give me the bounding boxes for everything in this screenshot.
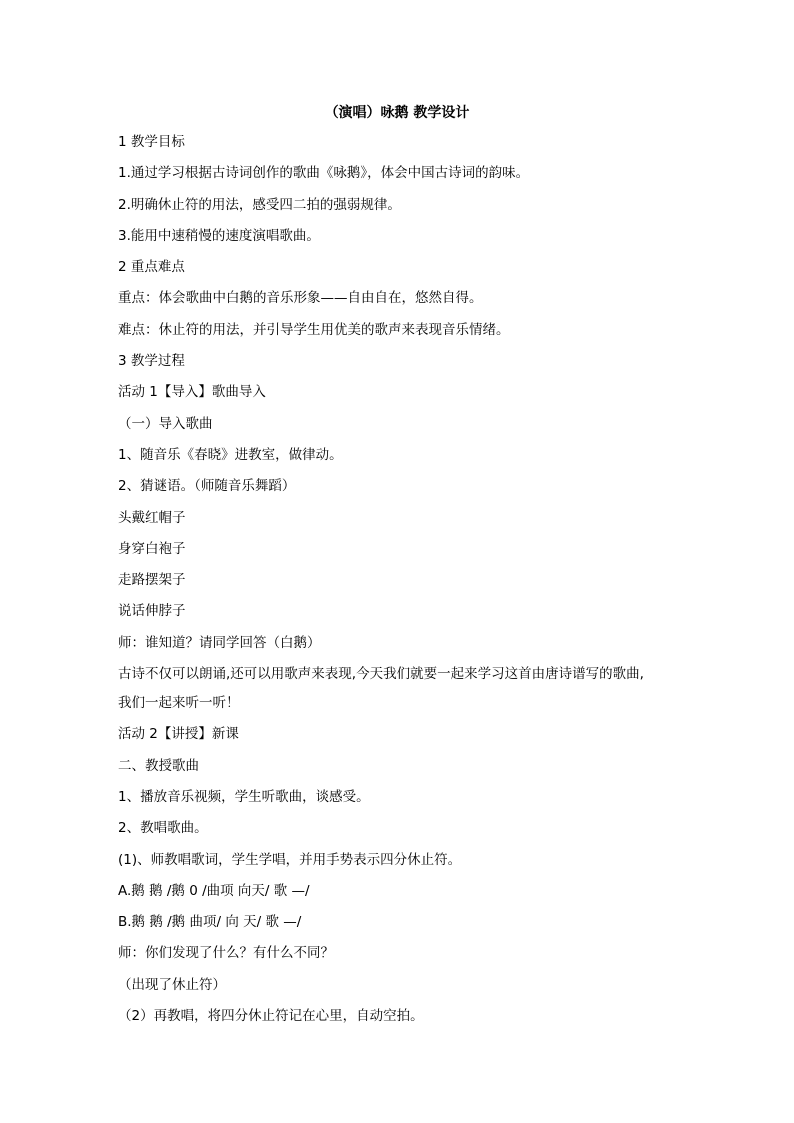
- paragraph-line: 古诗不仅可以朗诵,还可以用歌声来表现,今天我们就要一起来学习这首由唐诗谱写的歌曲,: [118, 666, 644, 683]
- activity-heading: 活动 2【讲授】新课: [118, 726, 239, 743]
- paragraph-line: （出现了休止符）: [118, 976, 226, 993]
- subsection-heading: （一）导入歌曲: [118, 415, 213, 432]
- objective-item: 3.能用中速稍慢的速度演唱歌曲。: [118, 227, 320, 244]
- paragraph-line: 2、猜谜语。（师随音乐舞蹈）: [118, 478, 296, 495]
- subsection-heading: 二、教授歌曲: [118, 757, 199, 774]
- document-title: （演唱）咏鹅 教学设计: [324, 105, 470, 121]
- notation-line: A.鹅 鹅 /鹅 0 /曲项 向天/ 歌 —/: [118, 882, 310, 899]
- objective-item: 1.通过学习根据古诗词创作的歌曲《咏鹅》，体会中国古诗词的韵味。: [118, 165, 530, 182]
- objective-item: 2.明确休止符的用法，感受四二拍的强弱规律。: [118, 196, 401, 213]
- paragraph-line: 1、随音乐《春晓》进教室，做律动。: [118, 446, 343, 463]
- notation-line: B.鹅 鹅 /鹅 曲项/ 向 天/ 歌 —/: [118, 914, 302, 931]
- section-heading-process: 3 教学过程: [118, 353, 185, 370]
- paragraph-line: (1)、师教唱歌词，学生学唱，并用手势表示四分休止符。: [118, 851, 462, 868]
- document-body: [118, 133, 688, 1038]
- paragraph-line: 2、教唱歌曲。: [118, 820, 208, 837]
- difficult-point: 难点：休止符的用法，并引导学生用优美的歌声来表现音乐情绪。: [118, 321, 510, 338]
- riddle-line: 说话伸脖子: [118, 603, 186, 620]
- paragraph-line: 我们一起来听一听！: [118, 695, 240, 712]
- paragraph-line: 1、播放音乐视频，学生听歌曲，谈感受。: [118, 788, 370, 805]
- riddle-line: 走路摆架子: [118, 572, 186, 589]
- activity-heading: 活动 1【导入】歌曲导入: [118, 384, 266, 401]
- riddle-line: 身穿白袍子: [118, 540, 186, 557]
- key-point: 重点：体会歌曲中白鹅的音乐形象——自由自在，悠然自得。: [118, 290, 483, 307]
- riddle-line: 头戴红帽子: [118, 509, 186, 526]
- paragraph-line: 师：你们发现了什么？有什么不同？: [118, 945, 334, 962]
- paragraph-line: （2）再教唱，将四分休止符记在心里，自动空拍。: [118, 1008, 424, 1025]
- paragraph-line: 师：谁知道？请同学回答（白鹅）: [118, 634, 321, 651]
- section-heading-objectives: 1 教学目标: [118, 134, 185, 150]
- section-heading-key-points: 2 重点难点: [118, 259, 185, 276]
